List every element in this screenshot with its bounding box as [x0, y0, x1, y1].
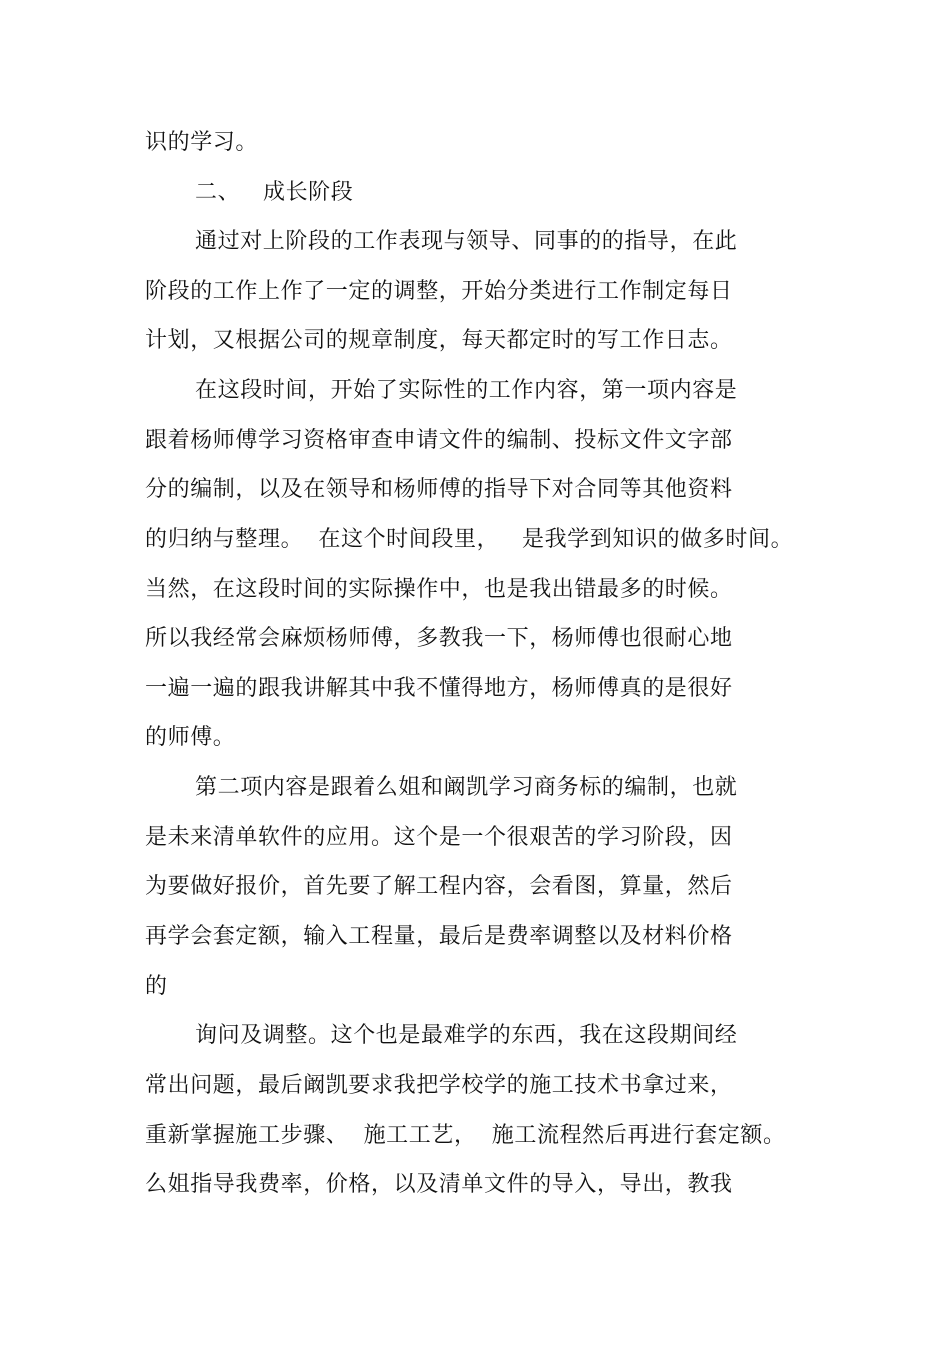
- section-heading: 二、 成长阶段: [195, 180, 354, 205]
- text-line: 识的学习。: [145, 130, 259, 155]
- text-line: 么姐指导我费率，价格，以及清单文件的导入，导出，教我: [145, 1172, 733, 1197]
- text-line: 的归纳与整理。 在这个时间段里， 是我学到知识的做多时间。: [145, 527, 794, 552]
- text-line: 在这段时间，开始了实际性的工作内容，第一项内容是: [195, 378, 738, 403]
- text-line: 阶段的工作上作了一定的调整，开始分类进行工作制定每日: [145, 279, 733, 304]
- text-line: 的: [145, 974, 168, 999]
- text-line: 为要做好报价，首先要了解工程内容，会看图，算量，然后: [145, 874, 733, 899]
- text-line: 一遍一遍的跟我讲解其中我不懂得地方，杨师傅真的是很好: [145, 676, 733, 701]
- text-line: 第二项内容是跟着么姐和阚凯学习商务标的编制，也就: [195, 775, 738, 800]
- text-line: 是未来清单软件的应用。这个是一个很艰苦的学习阶段，因: [145, 825, 733, 850]
- text-line: 通过对上阶段的工作表现与领导、同事的的指导，在此: [195, 229, 738, 254]
- text-line: 常出问题，最后阚凯要求我把学校学的施工技术书拿过来，: [145, 1073, 733, 1098]
- text-line: 当然，在这段时间的实际操作中，也是我出错最多的时候。: [145, 577, 733, 602]
- text-line: 的师傅。: [145, 725, 236, 750]
- text-line: 分的编制，以及在领导和杨师傅的指导下对合同等其他资料: [145, 477, 733, 502]
- text-line: 重新掌握施工步骤、 施工工艺， 施工流程然后再进行套定额。: [145, 1123, 786, 1148]
- text-line: 所以我经常会麻烦杨师傅，多教我一下，杨师傅也很耐心地: [145, 626, 733, 651]
- text-line: 跟着杨师傅学习资格审查申请文件的编制、投标文件文字部: [145, 428, 733, 453]
- text-line: 再学会套定额，输入工程量，最后是费率调整以及材料价格: [145, 924, 733, 949]
- text-line: 询问及调整。这个也是最难学的东西，我在这段期间经: [195, 1023, 738, 1048]
- text-line: 计划，又根据公司的规章制度，每天都定时的写工作日志。: [145, 328, 733, 353]
